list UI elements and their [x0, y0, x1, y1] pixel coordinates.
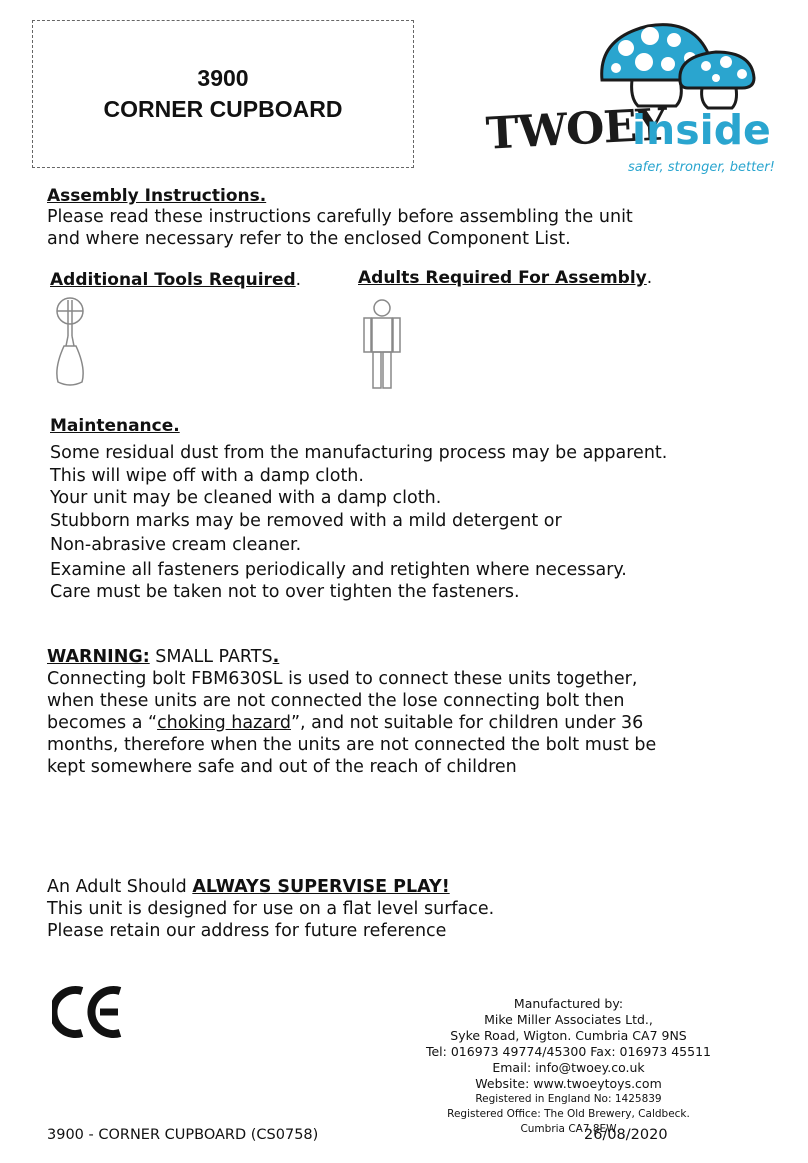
- manufacturer-office: Registered Office: The Old Brewery, Caldbeck.: [447, 1108, 690, 1120]
- choking-hazard-text: choking hazard: [157, 713, 291, 733]
- warning-line-3: [47, 712, 777, 734]
- maintenance-line-2: This will wipe off with a damp cloth.: [50, 466, 364, 486]
- supervision-line-1: [47, 876, 494, 898]
- supervision-prefix: An Adult Should: [47, 877, 193, 897]
- supervision-section: [47, 876, 494, 942]
- maintenance-line-5: Non-abrasive cream cleaner.: [50, 535, 302, 555]
- tools-heading: [50, 270, 301, 290]
- warning-line-5: kept somewhere safe and out of the reach of children: [47, 757, 517, 777]
- assembly-heading: Assembly Instructions.: [47, 186, 267, 206]
- maintenance-lines: [50, 442, 770, 603]
- product-name: CORNER CUPBOARD: [103, 96, 343, 122]
- manufacturer-website: Website: www.twoeytoys.com: [475, 1076, 662, 1091]
- product-code: 3900: [197, 65, 249, 91]
- maintenance-line-4: Stubborn marks may be removed with a mild detergent or: [50, 511, 562, 531]
- manufacturer-label: Manufactured by:: [513, 996, 624, 1011]
- footer-document-code: 3900 - CORNER CUPBOARD (CS0758): [47, 1127, 319, 1143]
- supervision-line-3: Please retain our address for future reference: [47, 921, 447, 941]
- logo-inside: inside: [632, 106, 771, 154]
- twoey-inside-logo: [480, 18, 780, 186]
- manufacturer-office-2: Cumbria CA7 8EW: [520, 1123, 617, 1135]
- warning-label: WARNING:: [47, 647, 150, 667]
- warning-line-2: when these units are not connected the lose connecting bolt then: [47, 691, 625, 711]
- manufacturer-registered: Registered in England No: 1425839: [475, 1093, 662, 1105]
- maintenance-heading: Maintenance.: [50, 416, 180, 436]
- warning-line-4: months, therefore when the units are not connected the bolt must be: [47, 735, 657, 755]
- tools-heading-dot: .: [295, 270, 302, 290]
- maintenance-line-3: Your unit may be cleaned with a damp cloth.: [50, 488, 442, 508]
- maintenance-line-6: Examine all fasteners periodically and retighten where necessary.: [50, 560, 627, 580]
- tools-heading-text: Additional Tools Required: [50, 270, 296, 290]
- warning-line-3-start: becomes a “: [47, 713, 158, 733]
- warning-section: [47, 646, 777, 778]
- logo-tagline: safer, stronger, better!: [628, 160, 775, 175]
- maintenance-line-1: Some residual dust from the manufacturing process may be apparent.: [50, 443, 668, 463]
- manufacturer-address: Syke Road, Wigton. Cumbria CA7 9NS: [450, 1028, 687, 1043]
- manufacturer-company: Mike Miller Associates Ltd.,: [484, 1012, 653, 1027]
- adults-heading: [358, 268, 652, 288]
- warning-line-1: Connecting bolt FBM630SL is used to connect these units together,: [47, 669, 638, 689]
- adults-heading-text: Adults Required For Assembly: [358, 268, 647, 288]
- footer-date: 26/08/2020: [584, 1127, 668, 1143]
- warning-line-3-end: ”, and not suitable for children under 36: [290, 713, 644, 733]
- manufacturer-email: Email: info@twoey.co.uk: [492, 1060, 645, 1075]
- ce-mark-icon: [52, 985, 126, 1039]
- adults-heading-dot: .: [646, 268, 653, 288]
- warning-dot: .: [272, 647, 280, 667]
- person-icon: [360, 298, 404, 390]
- logo-twoey: TWOEY: [484, 99, 668, 160]
- maintenance-line-7: Care must be taken not to over tighten the fasteners.: [50, 582, 520, 602]
- assembly-section: [47, 186, 767, 250]
- manufacturer-phone: Tel: 016973 49774/45300 Fax: 016973 45511: [425, 1044, 711, 1059]
- assembly-line-1: Please read these instructions carefully before assembling the unit: [47, 207, 633, 227]
- screwdriver-icon: [50, 296, 90, 388]
- manufacturer-block: [400, 996, 737, 1137]
- warning-title: [47, 646, 777, 668]
- warning-small-parts: SMALL PARTS: [149, 647, 273, 667]
- supervision-emphasis: ALWAYS SUPERVISE PLAY!: [192, 877, 450, 897]
- supervision-line-2: This unit is designed for use on a flat level surface.: [47, 899, 495, 919]
- assembly-line-2: and where necessary refer to the enclosed Component List.: [47, 229, 571, 249]
- title-box: [32, 20, 414, 168]
